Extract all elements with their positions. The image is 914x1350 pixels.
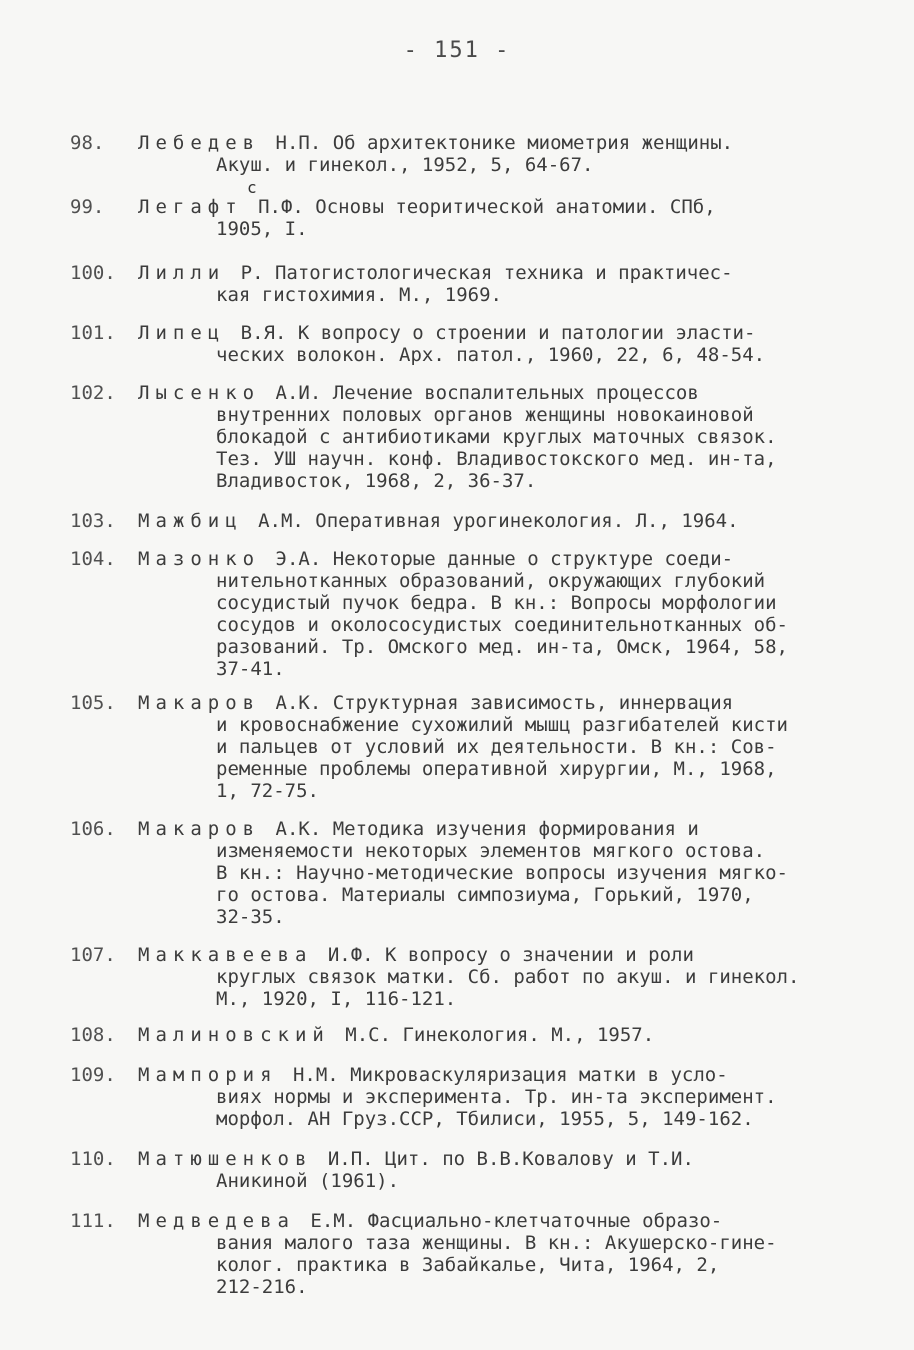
entry-line-text: разований. Тр. Омского мед. ин-та, Омск, 1964, 58, bbox=[216, 636, 788, 658]
entry-number: 100. bbox=[70, 262, 116, 284]
entry-line-text: морфол. АН Груз.ССР, Тбилиси, 1955, 5, 149-162. bbox=[216, 1108, 754, 1130]
entry-line-text: сосудов и околососудистых соединительнотканных об- bbox=[216, 614, 788, 636]
entry-line bbox=[138, 570, 850, 592]
entry-line bbox=[138, 988, 850, 1010]
entry-line bbox=[138, 404, 850, 426]
entry-line bbox=[138, 862, 850, 884]
bibliography-entry bbox=[70, 1064, 850, 1130]
entry-text bbox=[138, 818, 850, 928]
entry-line-text: 1, 72-75. bbox=[216, 780, 319, 802]
bibliography-entry bbox=[70, 322, 850, 366]
entry-line bbox=[138, 196, 850, 218]
entry-author: Легафт bbox=[138, 196, 243, 218]
entry-line bbox=[138, 1254, 850, 1276]
entry-line bbox=[138, 132, 850, 154]
entry-line-text: нительнотканных образований, окружающих глубокий bbox=[216, 570, 766, 592]
entry-line bbox=[138, 284, 850, 306]
entry-line-text: Н.П. Об архитектонике миометрия женщины. bbox=[275, 132, 734, 154]
entry-line bbox=[138, 262, 850, 284]
entry-text bbox=[138, 548, 850, 680]
entry-line bbox=[138, 1064, 850, 1086]
entry-line-text: 37-41. bbox=[216, 658, 285, 680]
entry-number: 109. bbox=[70, 1064, 116, 1086]
entry-line bbox=[138, 944, 850, 966]
bibliography-entry bbox=[70, 262, 850, 306]
entry-line-text: го остова. Материалы симпозиума, Горький, 1970, bbox=[216, 884, 754, 906]
entry-line-text: 1905, I. bbox=[216, 218, 308, 240]
entry-line bbox=[138, 1276, 850, 1298]
entry-text bbox=[138, 262, 850, 306]
entry-line bbox=[138, 840, 850, 862]
entry-line-text: колог. практика в Забайкалье, Чита, 1964, 2, bbox=[216, 1254, 720, 1276]
entry-line-text: вания малого таза женщины. В кн.: Акушерско-гине- bbox=[216, 1232, 777, 1254]
entry-line bbox=[138, 322, 850, 344]
entry-line-text: круглых связок матки. Сб. работ по акуш. и гинекол. bbox=[216, 966, 800, 988]
entry-author: Малиновский bbox=[138, 1024, 330, 1046]
entry-line-text: А.М. Оперативная урогинекология. Л., 1964. bbox=[258, 510, 739, 532]
entry-line bbox=[138, 592, 850, 614]
bibliography-entry bbox=[70, 178, 850, 240]
entry-line bbox=[138, 426, 850, 448]
entry-line-text: В кн.: Научно-методические вопросы изучения мягко- bbox=[216, 862, 788, 884]
entry-line bbox=[138, 1170, 850, 1192]
bibliography-entry bbox=[70, 1024, 850, 1046]
entry-line-text: А.И. Лечение воспалительных процессов bbox=[275, 382, 699, 404]
entry-number: 102. bbox=[70, 382, 116, 404]
entry-number: 103. bbox=[70, 510, 116, 532]
entry-line-text: сосудистый пучок бедра. В кн.: Вопросы морфологии bbox=[216, 592, 777, 614]
entry-line-text: внутренних половых органов женщины новокаиновой bbox=[216, 404, 754, 426]
entry-line bbox=[138, 780, 850, 802]
entry-line bbox=[138, 966, 850, 988]
entry-text bbox=[138, 1148, 850, 1192]
entry-line bbox=[138, 510, 850, 532]
entry-line bbox=[138, 470, 850, 492]
entry-line-text: М.С. Гинекология. М., 1957. bbox=[345, 1024, 655, 1046]
entry-line-text: 32-35. bbox=[216, 906, 285, 928]
entry-line-text: и пальцев от условий их деятельности. В кн.: Сов- bbox=[216, 736, 777, 758]
entry-text bbox=[138, 1064, 850, 1130]
entry-number: 110. bbox=[70, 1148, 116, 1170]
entry-line-text: В.Я. К вопросу о строении и патологии эласти- bbox=[240, 322, 756, 344]
entry-number: 104. bbox=[70, 548, 116, 570]
entry-line bbox=[138, 614, 850, 636]
entry-line-text: М., 1920, I, 116-121. bbox=[216, 988, 457, 1010]
handwritten-correction: с bbox=[247, 178, 257, 197]
entry-line bbox=[138, 636, 850, 658]
bibliography-entry bbox=[70, 818, 850, 928]
entry-line bbox=[138, 1024, 850, 1046]
entry-number: 101. bbox=[70, 322, 116, 344]
entry-number: 107. bbox=[70, 944, 116, 966]
entry-author: Макаров bbox=[138, 818, 261, 840]
entry-line bbox=[138, 758, 850, 780]
entry-line-text: Е.М. Фасциально-клетчаточные образо- bbox=[310, 1210, 723, 1232]
entry-line bbox=[138, 1210, 850, 1232]
entry-line bbox=[138, 818, 850, 840]
entry-text bbox=[138, 382, 850, 492]
entry-author: Мазонко bbox=[138, 548, 261, 570]
entry-author: Медведева bbox=[138, 1210, 295, 1232]
entry-line bbox=[138, 1232, 850, 1254]
entry-line-text: Р. Патогистологическая техника и практичес- bbox=[240, 262, 733, 284]
entry-line-text: Владивосток, 1968, 2, 36-37. bbox=[216, 470, 537, 492]
entry-text bbox=[138, 178, 850, 240]
entry-text bbox=[138, 510, 850, 532]
entry-line bbox=[138, 1108, 850, 1130]
entry-number: 106. bbox=[70, 818, 116, 840]
entry-text bbox=[138, 132, 850, 176]
entry-line bbox=[138, 658, 850, 680]
entry-line bbox=[138, 692, 850, 714]
entry-line bbox=[138, 1148, 850, 1170]
entry-line-text: Э.А. Некоторые данные о структуре соеди- bbox=[275, 548, 734, 570]
entry-line-text: Тез. УШ научн. конф. Владивостокского мед. ин-та, bbox=[216, 448, 777, 470]
entry-text bbox=[138, 322, 850, 366]
entry-line bbox=[138, 448, 850, 470]
entry-line-text: И.П. Цит. по В.В.Ковалову и Т.И. bbox=[327, 1148, 694, 1170]
entry-line-text: А.К. Методика изучения формирования и bbox=[275, 818, 699, 840]
entry-number: 111. bbox=[70, 1210, 116, 1232]
entry-line-text: П.Ф. Основы теоритической анатомии. СПб, bbox=[258, 196, 716, 218]
entry-text bbox=[138, 944, 850, 1010]
entry-line-text: 212-216. bbox=[216, 1276, 308, 1298]
bibliography-entry bbox=[70, 132, 850, 176]
entry-line bbox=[138, 344, 850, 366]
entry-line bbox=[138, 154, 850, 176]
page-number: - 151 - bbox=[403, 38, 511, 63]
bibliography-entry bbox=[70, 1148, 850, 1192]
entry-line-text: Н.М. Микроваскуляризация матки в усло- bbox=[292, 1064, 728, 1086]
entry-line bbox=[138, 736, 850, 758]
entry-line bbox=[138, 382, 850, 404]
entry-line-text: изменяемости некоторых элементов мягкого остова. bbox=[216, 840, 766, 862]
entry-line-text: кая гистохимия. М., 1969. bbox=[216, 284, 502, 306]
entry-number: 98. bbox=[70, 132, 105, 154]
entry-line bbox=[138, 884, 850, 906]
entry-line-text: А.К. Структурная зависимость, иннервация bbox=[275, 692, 734, 714]
entry-line-text: И.Ф. К вопросу о значении и роли bbox=[327, 944, 694, 966]
entry-text bbox=[138, 1024, 850, 1046]
entry-text bbox=[138, 692, 850, 802]
entry-line-text: блокадой с антибиотиками круглых маточных связок. bbox=[216, 426, 777, 448]
entry-line bbox=[138, 548, 850, 570]
entry-line-text: Акуш. и гинекол., 1952, 5, 64-67. bbox=[216, 154, 594, 176]
bibliography-entry bbox=[70, 510, 850, 532]
entry-author: Лилли bbox=[138, 262, 226, 284]
entry-line-text: ческих волокон. Арх. патол., 1960, 22, 6, 48-54. bbox=[216, 344, 766, 366]
entry-line bbox=[138, 1086, 850, 1108]
entry-line-text: виях нормы и эксперимента. Тр. ин-та эксперимент. bbox=[216, 1086, 777, 1108]
bibliography-entry bbox=[70, 382, 850, 492]
entry-author: Лебедев bbox=[138, 132, 261, 154]
bibliography-entry bbox=[70, 944, 850, 1010]
entry-line bbox=[138, 714, 850, 736]
entry-line bbox=[138, 906, 850, 928]
entry-line bbox=[138, 218, 850, 240]
entry-line-text: Аникиной (1961). bbox=[216, 1170, 400, 1192]
entry-author: Мажбиц bbox=[138, 510, 243, 532]
entry-number: 99. bbox=[70, 196, 105, 218]
bibliography-entry bbox=[70, 548, 850, 680]
entry-number: 108. bbox=[70, 1024, 116, 1046]
entry-text bbox=[138, 1210, 850, 1298]
entry-author: Липец bbox=[138, 322, 226, 344]
entry-author: Мампория bbox=[138, 1064, 278, 1086]
entry-number: 105. bbox=[70, 692, 116, 714]
bibliography-entry bbox=[70, 1210, 850, 1298]
entry-line-text: и кровоснабжение сухожилий мышц разгибателей кисти bbox=[216, 714, 788, 736]
entry-author: Лысенко bbox=[138, 382, 261, 404]
entry-author: Матюшенков bbox=[138, 1148, 313, 1170]
entry-author: Макаров bbox=[138, 692, 261, 714]
entry-author: Маккавеева bbox=[138, 944, 313, 966]
bibliography-entry bbox=[70, 692, 850, 802]
entry-line-text: ременные проблемы оперативной хирургии, М., 1968, bbox=[216, 758, 777, 780]
